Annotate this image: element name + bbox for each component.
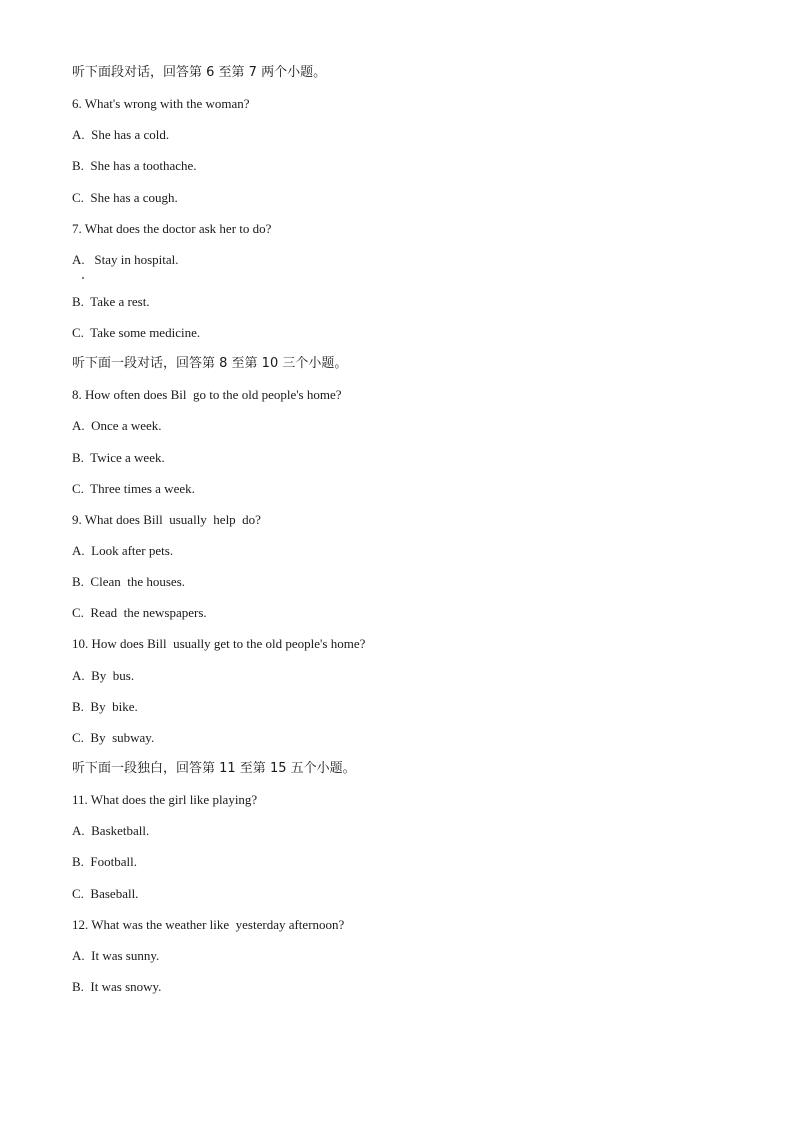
section-instruction: 听下面一段对话，回答第 8 至第 10 三个小题。: [72, 356, 348, 372]
option-8c: C. Three times a week.: [72, 480, 195, 496]
option-12b: B. It was snowy.: [72, 978, 162, 994]
question-11: 11. What does the girl like playing?: [72, 792, 258, 808]
option-9a: A. Look after pets.: [72, 542, 174, 558]
option-7a: A. Stay in hospital.: [72, 251, 179, 267]
section-instruction: 听下面段对话，回答第 6 至第 7 两个小题。: [72, 65, 327, 80]
question-9: 9. What does Bill usually help do?: [72, 511, 261, 527]
option-12a: A. It was sunny.: [72, 947, 160, 963]
option-6a: A. She has a cold.: [72, 127, 170, 143]
stray-dot-mark: [82, 277, 84, 279]
exam-page: [72, 64, 732, 1009]
option-8a: A. Once a week.: [72, 418, 162, 434]
option-11a: A. Basketball.: [72, 823, 150, 839]
option-7c: C. Take some medicine.: [72, 324, 201, 340]
question-10: 10. How does Bill usually get to the old people's home?: [72, 636, 366, 652]
option-6c: C. She has a cough.: [72, 189, 178, 205]
question-6: 6. What's wrong with the woman?: [72, 96, 250, 112]
option-11c: C. Baseball.: [72, 885, 139, 901]
question-12: 12. What was the weather like yesterday afternoon?: [72, 916, 345, 932]
option-7b: B. Take a rest.: [72, 293, 150, 309]
option-9c: C. Read the newspapers.: [72, 605, 207, 621]
question-7: 7. What does the doctor ask her to do?: [72, 220, 272, 236]
option-11b: B. Football.: [72, 854, 138, 870]
option-10a: A. By bus.: [72, 667, 135, 683]
option-6b: B. She has a toothache.: [72, 158, 197, 174]
question-8: 8. How often does Bil go to the old people's home?: [72, 387, 342, 403]
section-instruction: 听下面一段独白，回答第 11 至第 15 五个小题。: [72, 760, 356, 776]
option-8b: B. Twice a week.: [72, 449, 165, 465]
option-9b: B. Clean the houses.: [72, 574, 186, 590]
option-10b: B. By bike.: [72, 698, 138, 714]
option-10c: C. By subway.: [72, 729, 155, 745]
